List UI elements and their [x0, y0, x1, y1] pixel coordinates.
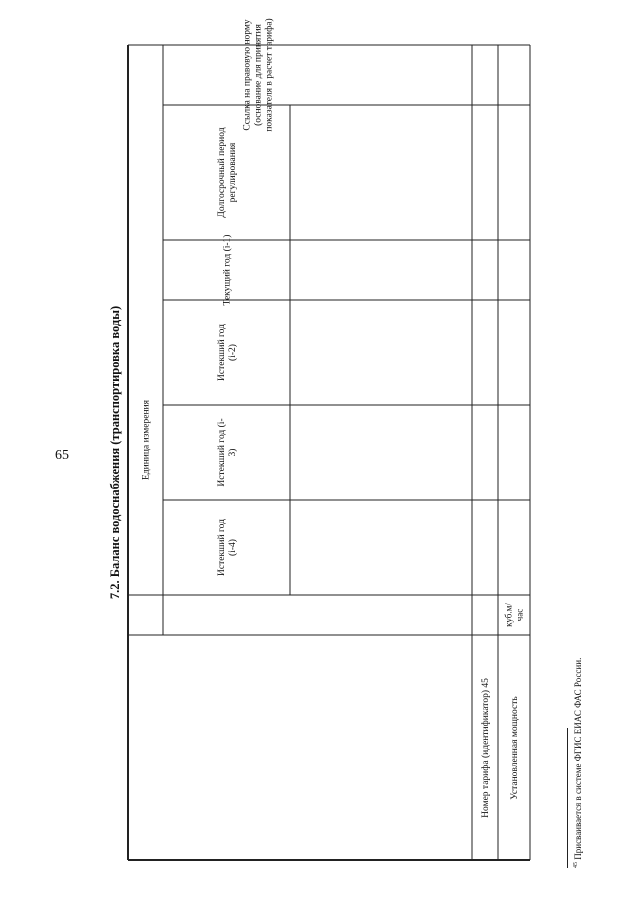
group-label-4: Долгосрочный периодрегулирования [217, 127, 238, 218]
table-lines [128, 45, 530, 860]
legal-norm-label: Ссылка на правовую норму(основание для принятияпоказателя в расчет тарифа) [242, 18, 275, 132]
row-label-tariff-number: Номер тарифа (идентификатор) 45 [481, 678, 491, 818]
row-label-capacity: Установленная мощность [510, 696, 520, 800]
section-title: 7.2. Баланс водоснабжения (транспортировка воды) [108, 305, 122, 600]
group-label-3: Текущий год (i-1) [222, 234, 233, 306]
footnote-mark: 45 [573, 862, 579, 868]
group-label-1: Истекший год (i-3) [217, 418, 238, 487]
unit-header-text: Единица измерения [141, 400, 152, 480]
group-label-0: Истекший год(i-4) [217, 519, 238, 576]
footnote-text: Присваивается в системе ФГИС ЕИАС ФАС России. [573, 657, 583, 860]
group-label-2: Истекший год(i-2) [217, 324, 238, 381]
page-number-text: 65 [55, 448, 69, 463]
row-unit-capacity: куб.м/час [503, 603, 525, 627]
table-texts [142, 18, 525, 818]
